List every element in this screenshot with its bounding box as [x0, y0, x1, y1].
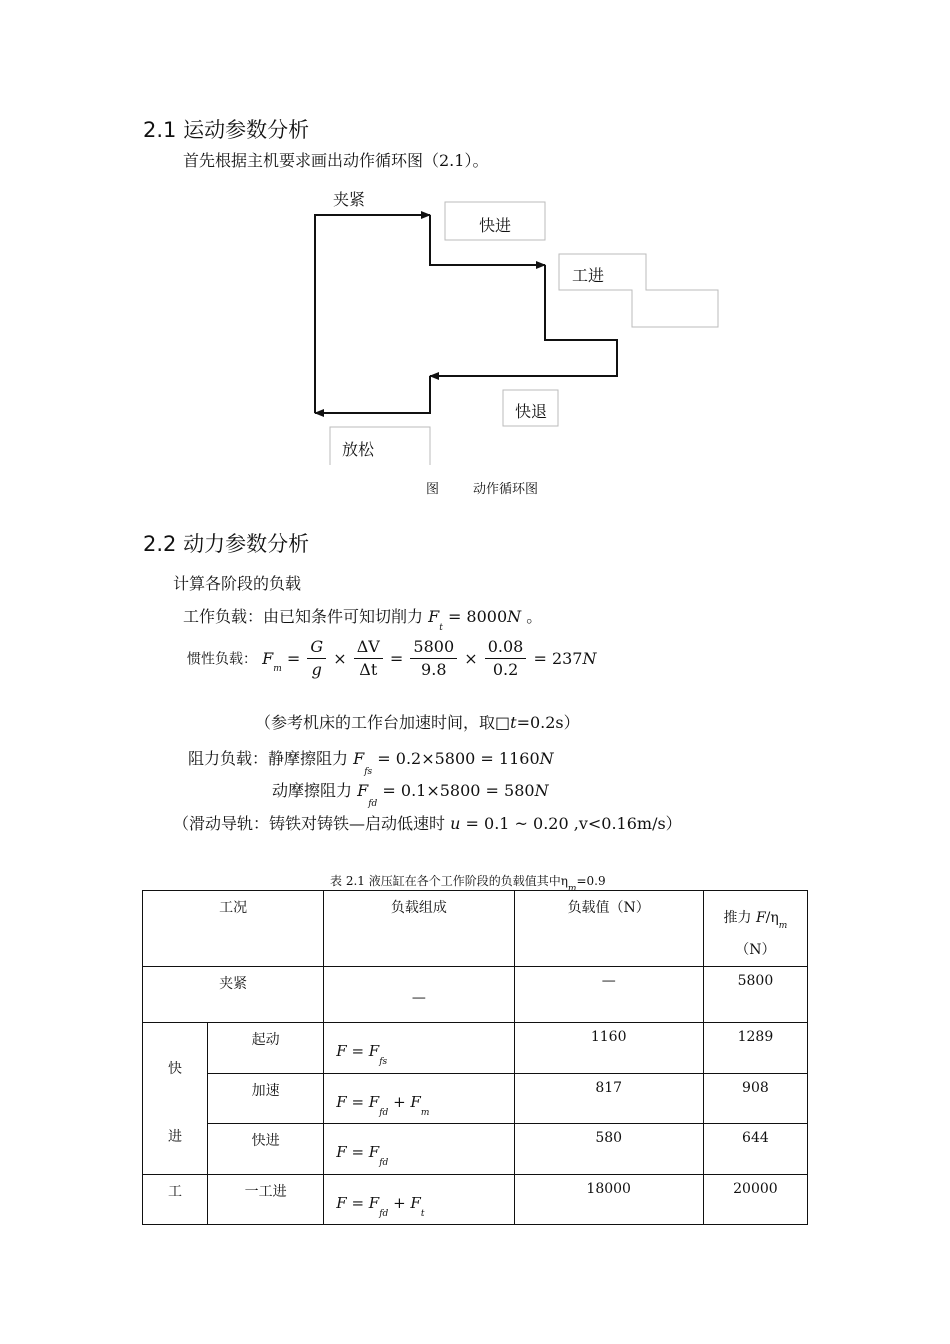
inertia-var: F	[262, 649, 274, 668]
figure-caption-prefix: 图	[426, 482, 440, 497]
table-row	[143, 1023, 808, 1074]
work-load-label: 工作负载：由已知条件可知切削力	[183, 607, 424, 626]
section-heading-2-2: 2.2 动力参数分析	[143, 532, 310, 556]
table-row	[143, 1175, 808, 1225]
label-fast-forward: 快进	[479, 216, 512, 235]
guide-note-text: （滑动导轨：铸铁对铸铁—启动低速时	[173, 814, 446, 833]
ref-note-text: （参考机床的工作台加速时间，取	[255, 713, 496, 732]
row-formula: $F = F_{fd}$	[324, 1124, 514, 1175]
dyn-sub: fd	[368, 799, 378, 809]
static-var: F	[353, 749, 365, 768]
label-work-feed: 工进	[572, 266, 605, 285]
sub-heading: 计算各阶段的负载	[173, 574, 302, 593]
inertia-label: 惯性负载：	[187, 651, 257, 668]
figure-caption: 动作循环图	[473, 482, 539, 497]
dyn-label: 动摩擦阻力	[272, 781, 353, 800]
row-thrust: 20000	[703, 1175, 807, 1225]
fraction-0.08-0.2: $\frac{0.08}{0.2}$	[485, 636, 527, 681]
header-thrust: 推力 $F/\eta_m$ （N）	[703, 891, 807, 967]
row-value: 18000	[514, 1175, 703, 1225]
work-load-unit: N	[507, 607, 522, 626]
row-thrust: 1289	[703, 1023, 807, 1074]
work-load-value: = 8000	[447, 607, 508, 626]
work-load-end: 。	[526, 607, 543, 626]
header-value: 负载值（N）	[514, 891, 703, 967]
table-caption-text: 表 2.1 液压缸在各个工作阶段的负载值其中η	[330, 874, 568, 888]
inertia-load-line: 惯性负载： $F_m$ = $\frac{G}{g}$ × $\frac{\Delta V}{\Delta t}$ = $\frac{5800}{9.8}$ × $\frac{0.08}{0.2}$ = 237N	[187, 637, 597, 679]
row-value: —	[514, 967, 703, 1023]
row-value: 817	[514, 1074, 703, 1124]
row-stage: 加速	[208, 1074, 324, 1124]
row-value: 580	[514, 1124, 703, 1175]
row-thrust: 5800	[703, 967, 807, 1023]
row-thrust: 908	[703, 1074, 807, 1124]
guide-note-value: = 0.1 ~ 0.20 ,v<0.16m/s）	[465, 814, 682, 833]
table-row	[143, 1124, 808, 1175]
row-formula: $F = F_{fs}$	[324, 1023, 514, 1074]
static-expr: = 0.2×5800 = 1160	[377, 749, 540, 768]
group-fast: 快 进	[143, 1023, 208, 1175]
table-header-row	[143, 891, 808, 967]
intro-paragraph: 首先根据主机要求画出动作循环图（2.1）。	[183, 151, 489, 170]
row-formula: $F = F_{fd} + F_t$	[324, 1175, 514, 1225]
cycle-return-path	[315, 376, 430, 413]
work-load-line	[183, 604, 543, 633]
static-friction-line	[188, 746, 554, 777]
ref-note-t: □t	[495, 713, 517, 732]
section-heading-2-1: 2.1 运动参数分析	[143, 118, 310, 142]
row-formula: $F = F_{fd} + F_m$	[324, 1074, 514, 1124]
row-stage: 起动	[208, 1023, 324, 1074]
friction-label: 阻力负载：静摩擦阻力	[188, 749, 349, 768]
table-caption-sub: m	[567, 884, 577, 894]
cycle-forward-path	[315, 215, 430, 413]
ref-note-value: =0.2s）	[516, 713, 580, 732]
dynamic-friction-line	[272, 778, 549, 809]
dyn-expr: = 0.1×5800 = 580	[382, 781, 535, 800]
static-unit: N	[539, 749, 554, 768]
dyn-var: F	[357, 781, 369, 800]
header-composition: 负载组成	[324, 891, 514, 967]
inertia-result: = 237	[533, 649, 583, 668]
work-load-sub: t	[439, 623, 443, 633]
guide-u: u	[450, 814, 461, 833]
fraction-dV-dt: $\frac{\Delta V}{\Delta t}$	[354, 636, 383, 681]
row-stage: 一工进	[208, 1175, 324, 1225]
work-load-var: F	[428, 607, 440, 626]
table-caption	[330, 872, 606, 894]
row-stage: 快进	[208, 1124, 324, 1175]
table-row	[143, 1074, 808, 1124]
label-fast-back: 快退	[515, 402, 548, 421]
fraction-5800-9.8: $\frac{5800}{9.8}$	[410, 636, 457, 681]
inertia-sub: m	[273, 663, 282, 674]
header-condition: 工况	[143, 891, 324, 967]
static-sub: fs	[364, 767, 373, 777]
label-clamp: 夹紧	[333, 190, 366, 209]
load-table	[142, 890, 808, 1225]
guide-note	[173, 811, 682, 834]
row-thrust: 644	[703, 1124, 807, 1175]
reference-note	[255, 710, 580, 733]
action-cycle-diagram	[0, 0, 950, 500]
row-value: 1160	[514, 1023, 703, 1074]
group-work: 工	[143, 1175, 208, 1225]
fraction-G-g: $\frac{G}{g}$	[307, 636, 326, 681]
table-row	[143, 967, 808, 1023]
row-stage: 夹紧	[143, 967, 324, 1023]
row-formula: —	[324, 967, 514, 1023]
dyn-unit: N	[534, 781, 549, 800]
inertia-unit: N	[582, 649, 597, 668]
label-release: 放松	[342, 440, 375, 459]
table-caption-value: =0.9	[576, 874, 606, 888]
